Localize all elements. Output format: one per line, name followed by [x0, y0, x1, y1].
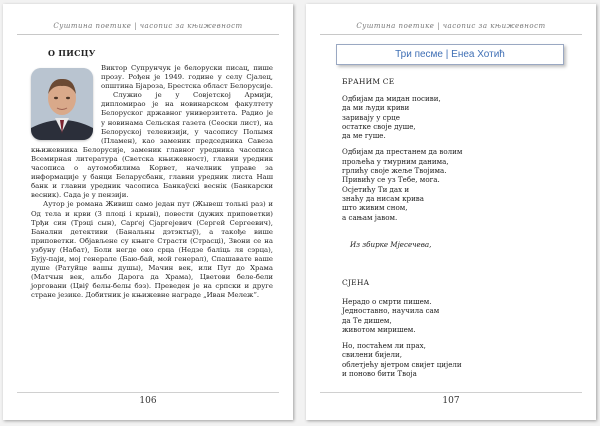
poem-line: Одбијам да престанем да волим: [342, 147, 463, 157]
poem-line: Привићу се уз Тебе, мога.: [342, 175, 440, 185]
bio-paragraph: Служио је у Совјетској Армији, дипломирао је на новинарском факултету Белоруског државног универзитета. Радио је у новинама Сельская газета (Сеоски лист), на Белоруској телевизији, у часопису Полымя (Пламен), као заменик председника Савеза књижевника Белорусије, заменик главног уредника часописа Всемирная литература (Светска књижевност), главни уредник часописа о аутомобилима Корвет, начелник управе за информације у банци Беларусбанк, главни уредник листа Наш банк и главни уредник часописа Банкаўскі веснік (Банкарски весник). Сада је у пензији.: [31, 91, 273, 200]
poem-line: да ми људи криви: [342, 103, 410, 113]
poem-line: знаћу да нисам крива: [342, 193, 425, 203]
author-biography: [31, 64, 273, 300]
poem-stanza: [342, 94, 462, 140]
running-header: Суштина поетике | часопис за књижевност: [356, 22, 546, 30]
poem-line: грлићу своје жеље Твојима.: [342, 166, 447, 176]
poem-line: и поново бити Твоја: [342, 369, 417, 379]
header-divider: [17, 34, 279, 35]
poem-line: да ме гуше.: [342, 131, 386, 141]
header-divider: [320, 34, 582, 35]
poem-line: а сањам јавом.: [342, 212, 398, 222]
poem-line: свилени бијели,: [342, 350, 402, 360]
section-title: О ПИСЦУ: [48, 48, 96, 58]
footer-divider: [17, 392, 279, 393]
poem-body: [342, 297, 462, 385]
poem-stanza: [342, 297, 462, 334]
poem-stanza: [342, 147, 462, 221]
poem-line: заривају у срце: [342, 112, 400, 122]
poem-line: остатке своје душе,: [342, 121, 416, 131]
poem-line: што живим сном,: [342, 203, 408, 213]
poem-source-note: Из збирке Мјесечева,: [350, 240, 432, 249]
page-number: 107: [442, 396, 460, 406]
poem-line: Једноставно, научила сам: [342, 306, 440, 316]
right-page: [306, 4, 596, 420]
photo-float-spacer: [31, 64, 101, 144]
bio-paragraph: Виктор Супрунчук је белоруски писац, пише прозу. Рођен је 1949. године у селу Сјалец, општина Бјароза, Брестска област Белорусије.: [101, 64, 273, 91]
footer-divider: [320, 392, 582, 393]
poem-line: Одбијам да мидан посиви,: [342, 94, 441, 103]
left-page: [3, 4, 293, 420]
poem-line: Нерадо о смрти пишем.: [342, 297, 432, 306]
poem-stanza: [342, 341, 462, 378]
running-header: Суштина поетике | часопис за књижевност: [53, 22, 243, 30]
poem-body: [342, 94, 462, 229]
page-number: 106: [139, 396, 157, 406]
bio-paragraph: Аутор је романа Живиш само један пут (Жывеш толькі раз) и Од тела и крви (З плоці і крыві), повести (дужих приповетки) Трђи син (Трэці сын), Сарґеј Сјаргејевич (Сергей Сергеевич), Банални детективи (Банальны дэтэктыў), а такође више приповетки. Објављене су књиге Страсти (Страсці), Звони се на узбуну (Набат), Боли негде око срца (Недзе баліць ля сэрца), Бују-паји, мој генерале (Баю-бай, мой генерал), Спашавате ваше душе (Ратуйце вашы душы), Мачин век, или Пут до Храма (Матчын век, альбо Дарога да Храма), Цветови беле-бели јорговани (Цвіў белы-белы бэз). Преведен је на српски и друге стране језике. Добитник је књижевне награде „Иван Мележ“.: [31, 200, 273, 300]
poem-line: облетјећу вјетром свијет цијели: [342, 359, 462, 369]
poems-banner-title: Три песме | Енеа Хотић: [336, 44, 564, 65]
poem-line: да Те дишем,: [342, 315, 392, 325]
poem-title: БРАНИМ СЕ: [342, 77, 395, 86]
poem-line: животом миришем.: [342, 324, 416, 334]
poem-line: прољећа у тмурним данима,: [342, 156, 449, 166]
poem-line: Осјетићу Ти дах и: [342, 184, 410, 194]
poem-line: Но, постаћем ли прах,: [342, 341, 426, 351]
poem-title: СЈЕНА: [342, 278, 370, 287]
